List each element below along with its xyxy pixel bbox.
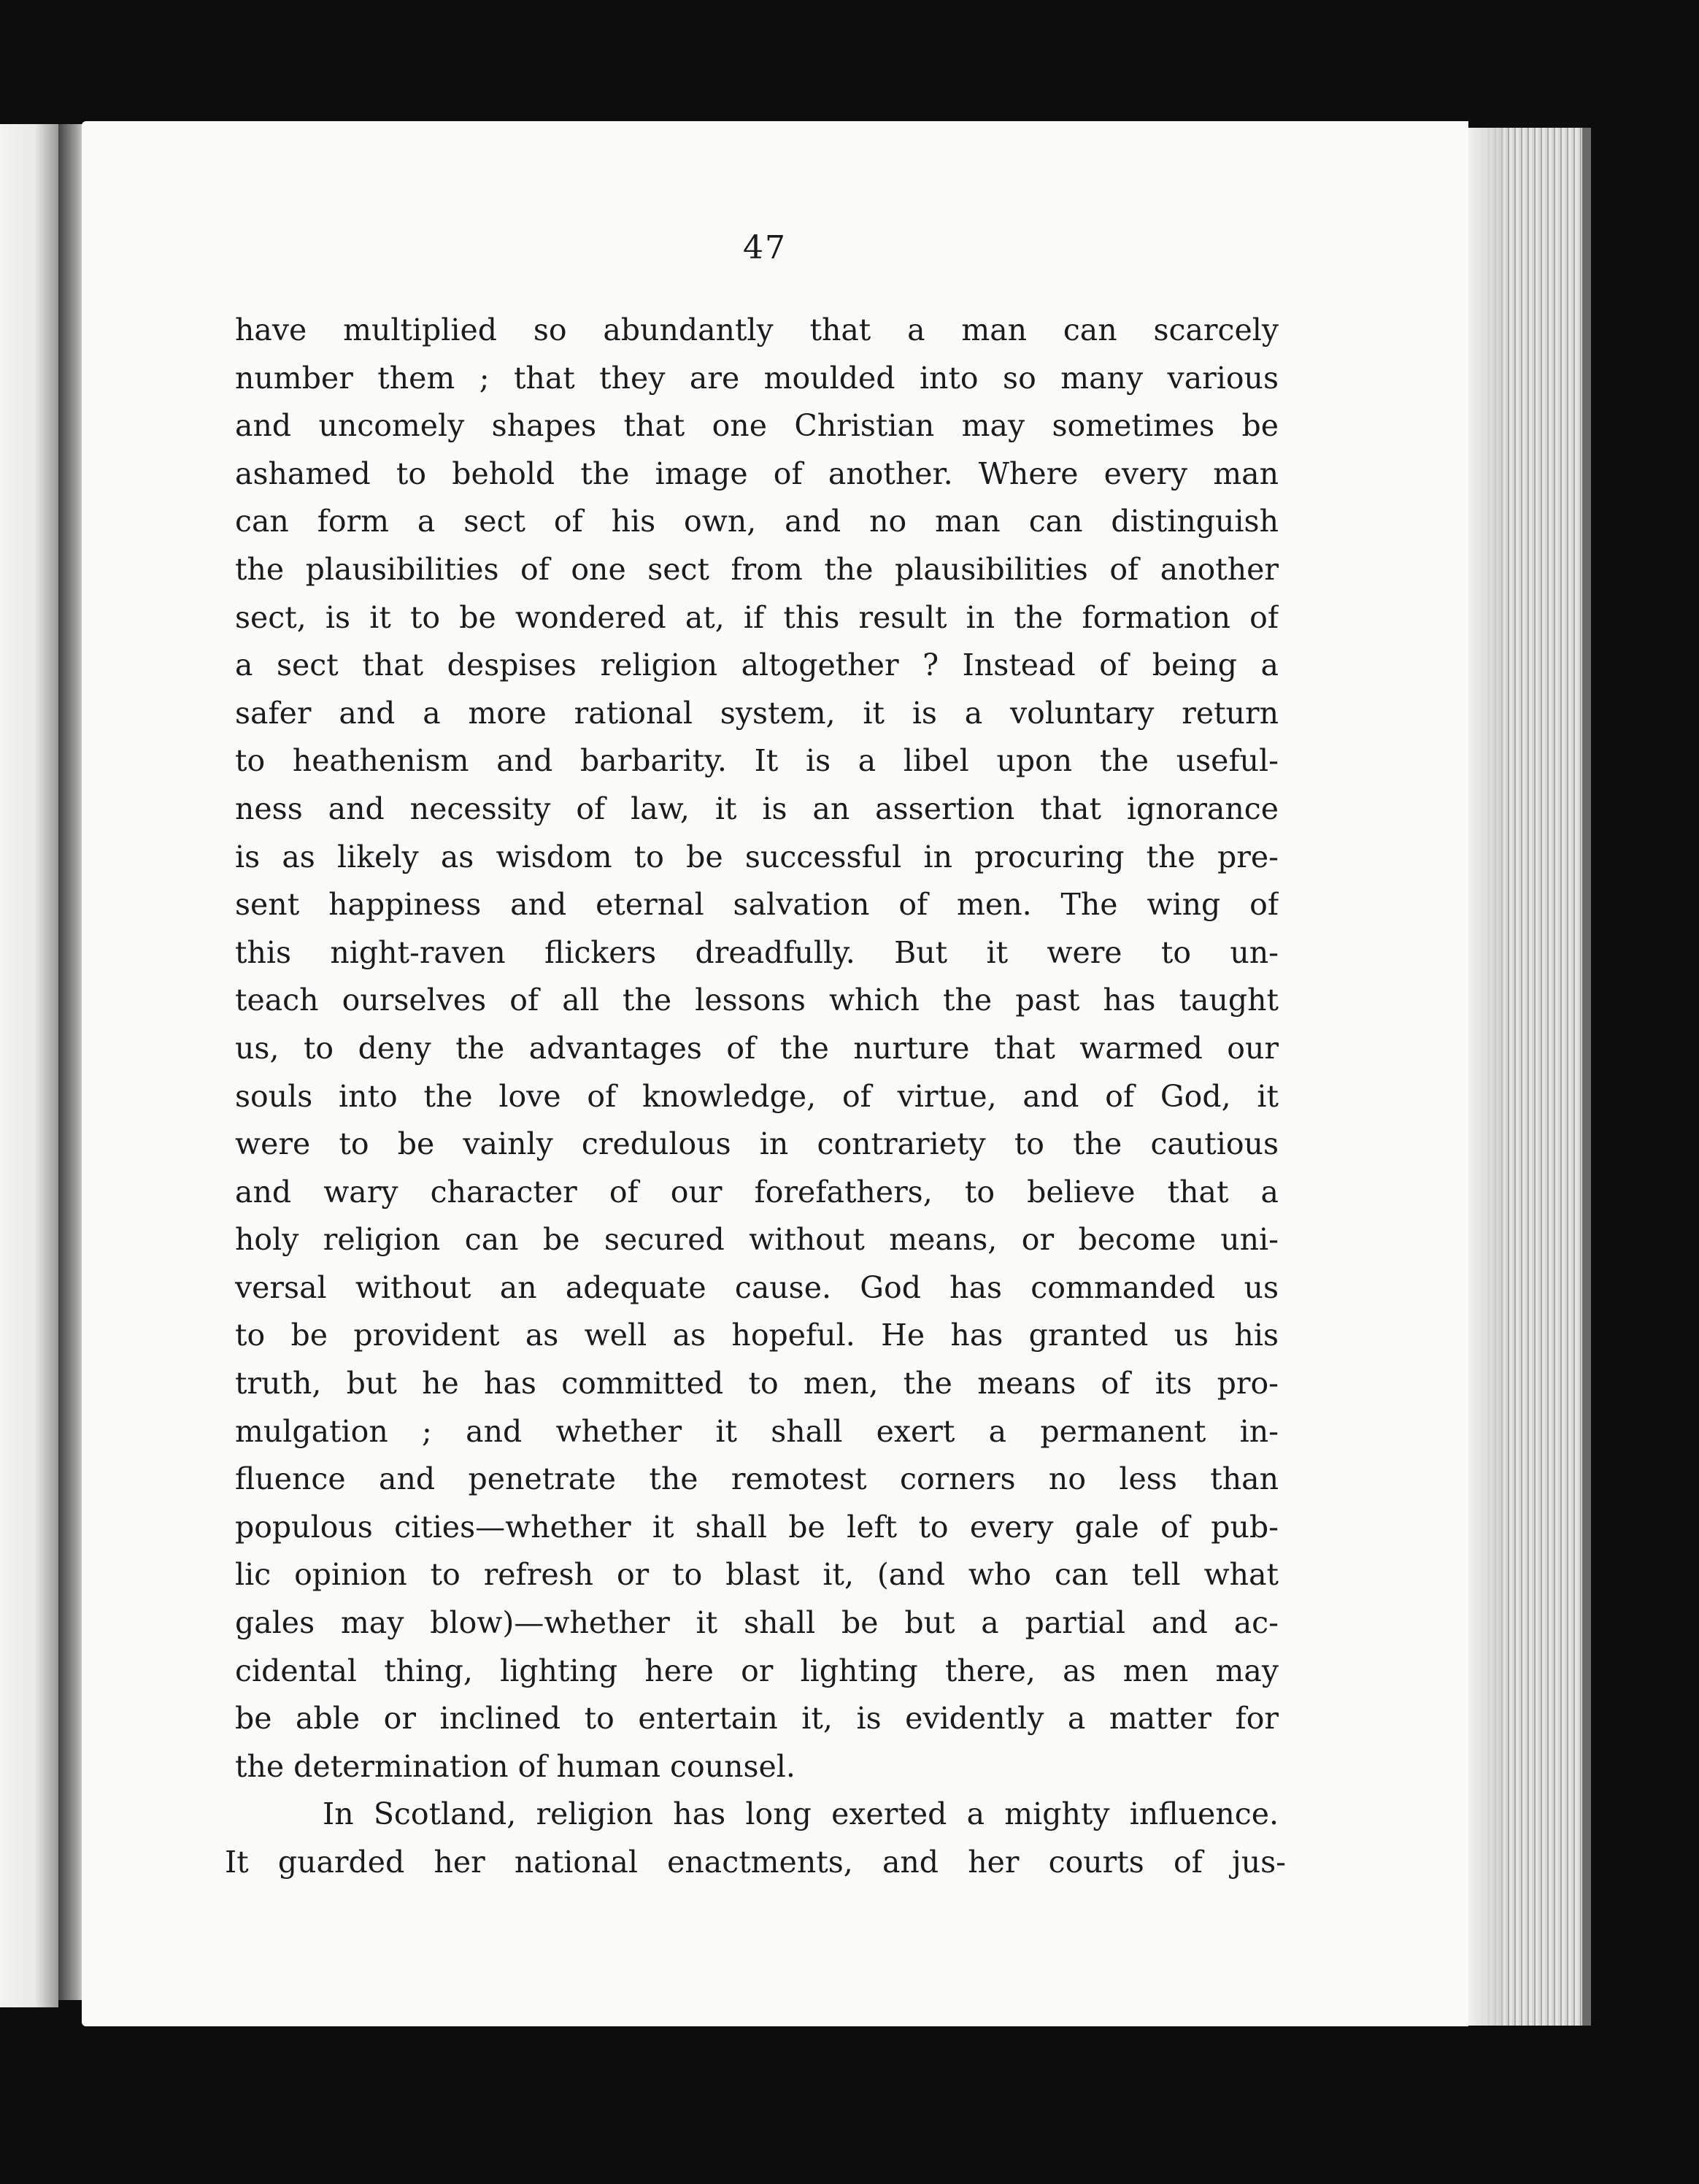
text-line: to be provident as well as hopeful. He has granted us his <box>235 1318 1279 1353</box>
text-line: gales may blow)—whether it shall be but a partial and ac- <box>235 1605 1279 1641</box>
text-line: be able or inclined to entertain it, is evidently a matter for <box>235 1701 1279 1737</box>
text-line: us, to deny the advantages of the nurture that warmed our <box>235 1030 1279 1066</box>
text-line: sent happiness and eternal salvation of men. The wing of <box>235 887 1279 923</box>
text-line: mulgation ; and whether it shall exert a permanent in- <box>235 1413 1279 1449</box>
cover-edge <box>1582 128 1591 2026</box>
page-number: 47 <box>743 229 787 266</box>
text-line: have multiplied so abundantly that a man can scarcely <box>235 312 1279 347</box>
paragraph-end-line: the determination of human counsel. <box>235 1748 795 1784</box>
text-line: populous cities—whether it shall be left to every gale of pub- <box>235 1509 1279 1545</box>
text-line: and wary character of our forefathers, to believe that a <box>235 1174 1279 1210</box>
text-line: It guarded her national enactments, and her courts of jus- <box>225 1845 1286 1880</box>
text-line: this night-raven flickers dreadfully. But it were to un- <box>235 934 1279 970</box>
text-line: sect, is it to be wondered at, if this result in the formation of <box>235 599 1279 635</box>
text-line: holy religion can be secured without means, or become uni- <box>235 1222 1279 1258</box>
text-line: a sect that despises religion altogether ? Instead of being a <box>235 647 1279 683</box>
facing-page-edge <box>0 124 58 2007</box>
paragraph-start-line: In Scotland, religion has long exerted a mighty influence. <box>323 1796 1279 1832</box>
text-line: can form a sect of his own, and no man can distinguish <box>235 504 1279 539</box>
text-line: cidental thing, lighting here or lighting there, as men may <box>235 1653 1279 1688</box>
text-line: ashamed to behold the image of another. Where every man <box>235 455 1279 491</box>
text-line: is as likely as wisdom to be successful in procuring the pre- <box>235 839 1279 874</box>
text-line: teach ourselves of all the lessons which the past has taught <box>235 983 1279 1018</box>
text-line: souls into the love of knowledge, of virtue, and of God, it <box>235 1078 1279 1114</box>
text-line: truth, but he has committed to men, the means of its pro- <box>235 1366 1279 1401</box>
text-line: were to be vainly credulous in contrariety to the cautious <box>235 1126 1279 1162</box>
text-line: safer and a more rational system, it is a voluntary return <box>235 695 1279 731</box>
text-line: number them ; that they are moulded into so many various <box>235 360 1279 396</box>
text-line: the plausibilities of one sect from the plausibilities of another <box>235 551 1279 587</box>
text-line: versal without an adequate cause. God has commanded us <box>235 1269 1279 1305</box>
text-line: to heathenism and barbarity. It is a libel upon the useful- <box>235 743 1279 779</box>
body-text <box>225 307 1286 1887</box>
text-line: fluence and penetrate the remotest corners no less than <box>235 1461 1279 1497</box>
text-line: and uncomely shapes that one Christian may sometimes be <box>235 408 1279 444</box>
page-stack-edges <box>1460 128 1585 2026</box>
text-line: lic opinion to refresh or to blast it, (and who can tell what <box>235 1557 1279 1593</box>
text-line: ness and necessity of law, it is an assertion that ignorance <box>235 791 1279 826</box>
